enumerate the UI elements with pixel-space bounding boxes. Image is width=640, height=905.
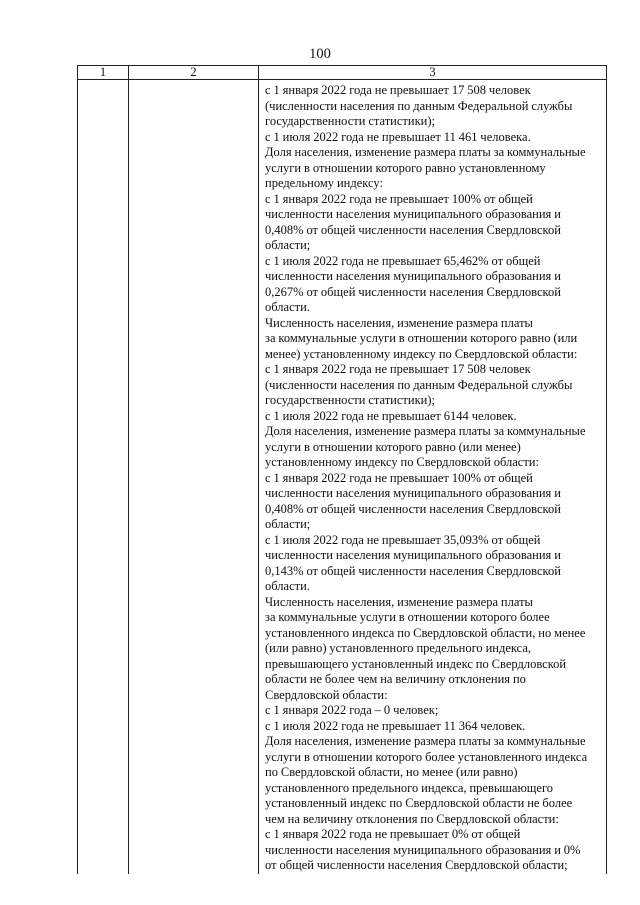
content-line: 0,408% от общей численности населения Свердловской: [265, 501, 561, 516]
content-line: Доля населения, изменение размера платы за коммунальные: [265, 145, 586, 159]
content-line: Доля населения, изменение размера платы за коммунальные: [265, 424, 586, 438]
content-line: за коммунальные услуги в отношении которого более: [265, 610, 550, 624]
content-line: услуги в отношении которого равно установленному: [265, 160, 546, 175]
content-line: области.: [265, 300, 310, 314]
column-1-cell: [78, 80, 129, 874]
table-row: [78, 80, 607, 874]
column-header-3: 3: [259, 66, 607, 80]
content-line: 0,408% от общей численности населения Свердловской: [265, 222, 561, 237]
table-header-row: [78, 66, 607, 80]
content-line: с 1 июля 2022 года не превышает 11 364 человек.: [265, 718, 526, 733]
content-line: области;: [265, 517, 311, 531]
content-line: по Свердловской области, но менее (или равно): [265, 765, 518, 779]
content-line: численности населения муниципального образования и: [265, 269, 561, 283]
content-line: области не более чем на величину отклонения по: [265, 672, 526, 686]
content-line: численности населения муниципального образования и: [265, 486, 561, 500]
content-line: Численность населения, изменение размера платы: [265, 594, 533, 609]
content-line: с 1 января 2022 года не превышает 17 508 человек: [265, 362, 531, 376]
content-line: с 1 января 2022 года не превышает 0% от общей: [265, 827, 521, 841]
content-line: услуги в отношении которого более установленного индекса: [265, 749, 588, 764]
content-line: с 1 января 2022 года не превышает 17 508 человек: [265, 83, 531, 97]
content-line: чем на величину отклонения по Свердловской области:: [265, 811, 559, 826]
content-line: (численности населения по данным Федеральной службы: [265, 98, 573, 113]
content-line: менее) установленному индексу по Свердловской области:: [265, 346, 578, 361]
content-line: за коммунальные услуги в отношении которого равно (или: [265, 331, 578, 345]
column-header-2: 2: [129, 66, 259, 80]
content-line: Доля населения, изменение размера платы за коммунальные: [265, 734, 586, 748]
content-line: (или равно) установленного предельного индекса,: [265, 641, 531, 655]
content-line: с 1 июля 2022 года не превышает 35,093% от общей: [265, 532, 541, 547]
content-line: государственности статистики);: [265, 393, 435, 407]
content-line: Свердловской области:: [265, 687, 388, 702]
content-line: с 1 января 2022 года не превышает 100% от общей: [265, 470, 533, 485]
content-line: установленному индексу по Свердловской области:: [265, 455, 539, 469]
page-number: 100: [309, 46, 331, 62]
content-line: установленного предельного индекса, превышающего: [265, 780, 554, 795]
content-line: численности населения муниципального образования и: [265, 548, 561, 562]
content-line: 0,143% от общей численности населения Свердловской: [265, 563, 561, 578]
column-2-cell: [129, 80, 259, 874]
column-header-1: 1: [78, 66, 129, 80]
content-line: численности населения муниципального образования и: [265, 207, 561, 221]
content-text-block: [265, 83, 602, 874]
content-line: от общей численности населения Свердловской области;: [265, 858, 568, 872]
content-line: с 1 июля 2022 года не превышает 6144 человек.: [265, 408, 517, 423]
content-line: области.: [265, 579, 310, 593]
content-line: (численности населения по данным Федеральной службы: [265, 377, 573, 392]
content-line: с 1 июля 2022 года не превышает 11 461 человека.: [265, 129, 531, 144]
content-line: с 1 января 2022 года – 0 человек;: [265, 703, 439, 717]
content-line: численности населения муниципального образования и 0%: [265, 842, 581, 857]
content-line: предельному индексу:: [265, 176, 383, 190]
content-line: области;: [265, 238, 311, 252]
content-line: установленный индекс по Свердловской области не более: [265, 796, 573, 810]
content-line: превышающего установленный индекс по Свердловской: [265, 656, 567, 671]
content-line: Численность населения, изменение размера платы: [265, 315, 533, 330]
content-line: с 1 января 2022 года не превышает 100% от общей: [265, 191, 533, 206]
content-line: установленного индекса по Свердловской области, но менее: [265, 625, 586, 640]
content-line: 0,267% от общей численности населения Свердловской: [265, 284, 561, 299]
content-line: с 1 июля 2022 года не превышает 65,462% от общей: [265, 253, 541, 268]
document-table: [77, 65, 607, 874]
column-3-cell: [259, 80, 607, 874]
content-line: услуги в отношении которого равно (или менее): [265, 439, 521, 454]
content-line: государственности статистики);: [265, 114, 435, 128]
